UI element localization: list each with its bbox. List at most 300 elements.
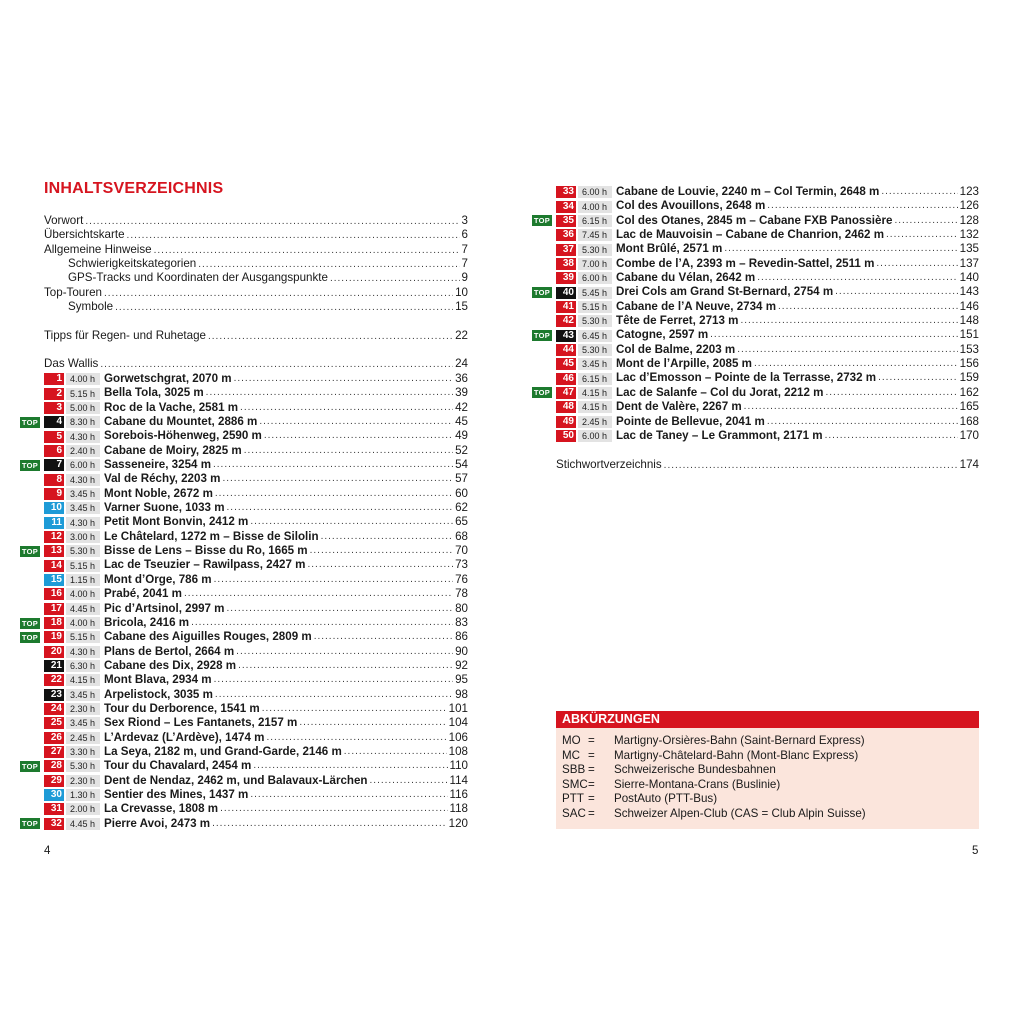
tour-duration: 3.45 h — [578, 358, 612, 370]
tour-name: Cabane de Louvie, 2240 m – Col Termin, 2648 m — [616, 185, 880, 198]
tour-duration: 5.45 h — [578, 287, 612, 299]
leader-dots — [835, 285, 958, 299]
tour-number-badge: 14 — [44, 560, 64, 572]
leader-dots — [212, 817, 447, 831]
tour-entry[interactable] — [20, 415, 468, 429]
top-badge: TOP — [21, 618, 39, 628]
tour-duration: 1.15 h — [66, 574, 100, 586]
tour-name: Lac de Tseuzier – Rawilpass, 2427 m — [104, 558, 306, 572]
tour-name: Mont d’Orge, 786 m — [104, 572, 212, 586]
tour-name: Pierre Avoi, 2473 m — [104, 816, 211, 830]
tour-duration: 5.30 h — [578, 315, 612, 327]
tour-page: 151 — [959, 328, 979, 342]
toc-entry-label: Symbole — [68, 300, 114, 314]
leader-dots — [724, 242, 957, 256]
tour-number-badge: 18 — [44, 617, 64, 629]
tour-number-badge: 39 — [556, 272, 576, 284]
tour-entry[interactable] — [533, 213, 979, 228]
tour-page: 42 — [455, 400, 468, 414]
tour-entry[interactable] — [20, 530, 468, 544]
leader-dots — [127, 229, 460, 243]
toc-entry[interactable] — [44, 300, 468, 314]
abbreviation-text: Martigny-Orsières-Bahn (Saint-Bernard Express) — [614, 734, 865, 747]
tour-name: Lac de Taney – Le Grammont, 2171 m — [616, 428, 823, 442]
toc-entry-page: 7 — [461, 257, 468, 271]
tour-entry[interactable] — [556, 185, 979, 199]
top-badge: TOP — [533, 331, 551, 341]
tour-duration: 6.45 h — [578, 330, 612, 342]
tour-duration: 3.30 h — [66, 746, 100, 758]
tour-entry[interactable] — [20, 673, 468, 687]
abbreviation-equals: = — [588, 734, 595, 747]
tour-number-badge: 10 — [44, 502, 64, 514]
tour-page: 45 — [455, 415, 468, 429]
leader-dots — [767, 199, 957, 213]
tour-page: 135 — [959, 242, 979, 256]
leader-dots — [744, 400, 958, 414]
tour-name: Plans de Bertol, 2664 m — [104, 644, 235, 658]
abbreviation-key: PTT — [562, 792, 584, 806]
tour-page: 137 — [959, 256, 979, 270]
tour-number-badge: 43 — [556, 330, 576, 342]
tour-page: 170 — [959, 428, 979, 442]
abbreviation-row — [562, 807, 866, 821]
tour-page: 132 — [959, 228, 979, 242]
tour-entry[interactable] — [556, 429, 979, 443]
tour-page: 36 — [455, 372, 468, 385]
tour-page: 165 — [959, 400, 979, 414]
tour-number-badge: 34 — [556, 201, 576, 213]
tour-number-badge: 35 — [556, 215, 576, 227]
tour-page: 95 — [455, 673, 468, 687]
leader-dots — [344, 745, 447, 759]
index-entry-label: Stichwortverzeichnis — [556, 458, 662, 471]
index-entry-page: 174 — [959, 458, 979, 471]
tour-duration: 4.00 h — [66, 588, 100, 600]
abbreviation-key: MC — [562, 748, 581, 762]
abbreviation-equals: = — [588, 792, 595, 806]
tour-duration: 4.00 h — [578, 201, 612, 213]
toc-entry[interactable] — [44, 228, 468, 242]
tour-entry[interactable] — [20, 515, 468, 529]
tour-name: Roc de la Vache, 2581 m — [104, 400, 239, 414]
abbreviation-key: SAC — [562, 807, 586, 820]
toc-entry-page: 24 — [455, 357, 468, 371]
tour-number-badge: 32 — [44, 818, 64, 830]
tour-name: Sentier des Mines, 1437 m — [104, 787, 249, 801]
tour-name: Dent de Nendaz, 2462 m, und Balavaux-Lärchen — [104, 773, 368, 787]
leader-dots — [825, 429, 958, 443]
tour-duration: 6.15 h — [578, 215, 612, 227]
leader-dots — [253, 759, 447, 773]
tour-name: Bella Tola, 3025 m — [104, 386, 204, 400]
leader-dots — [664, 459, 958, 473]
tour-duration: 7.45 h — [578, 229, 612, 241]
tour-number-badge: 47 — [556, 387, 576, 399]
tour-name: Col des Avouillons, 2648 m — [616, 199, 766, 213]
tour-entry[interactable] — [556, 314, 979, 328]
top-badge: TOP — [21, 460, 39, 470]
tour-name: Mont Blava, 2934 m — [104, 673, 212, 687]
tour-page: 80 — [455, 601, 468, 615]
toc-entry-label: Das Wallis — [44, 357, 99, 371]
tour-page: 110 — [449, 759, 468, 773]
tour-entry[interactable] — [20, 774, 468, 788]
tour-name: Sasseneire, 3254 m — [104, 458, 211, 472]
tour-entry[interactable] — [556, 343, 979, 357]
leader-dots — [250, 515, 453, 529]
tour-entry[interactable] — [20, 659, 468, 673]
page-number-right: 5 — [972, 845, 979, 857]
tour-duration: 3.45 h — [66, 502, 100, 514]
tour-number-badge: 9 — [44, 488, 64, 500]
tour-name: Cabane des Aiguilles Rouges, 2809 m — [104, 630, 312, 644]
tour-entry[interactable] — [20, 731, 468, 745]
toc-entry[interactable] — [44, 243, 468, 257]
top-badge: TOP — [21, 761, 39, 771]
tour-number-badge: 37 — [556, 244, 576, 256]
leader-dots — [236, 645, 453, 659]
tour-duration: 4.30 h — [66, 431, 100, 443]
tour-duration: 4.15 h — [578, 401, 612, 413]
tour-entry[interactable] — [20, 702, 468, 716]
tour-number-badge: 6 — [44, 445, 64, 457]
tour-entry[interactable] — [556, 271, 979, 285]
tour-name: Catogne, 2597 m — [616, 328, 709, 342]
tour-entry[interactable] — [20, 630, 468, 644]
tour-duration: 4.30 h — [66, 517, 100, 529]
leader-dots — [206, 386, 453, 400]
tour-name: Bricola, 2416 m — [104, 615, 190, 629]
index-entry[interactable] — [556, 458, 979, 472]
tour-name: Lac de Salanfe – Col du Jorat, 2212 m — [616, 385, 824, 399]
tour-number-badge: 22 — [44, 674, 64, 686]
tour-duration: 4.30 h — [66, 646, 100, 658]
tour-list-left — [20, 372, 468, 831]
tour-duration: 7.00 h — [578, 258, 612, 270]
tour-duration: 6.00 h — [578, 186, 612, 198]
tour-name: Pointe de Bellevue, 2041 m — [616, 414, 765, 428]
leader-dots — [370, 774, 448, 788]
tour-duration: 8.30 h — [66, 416, 100, 428]
leader-dots — [299, 716, 446, 730]
tour-entry[interactable] — [556, 257, 979, 271]
tour-entry[interactable] — [20, 573, 468, 587]
leader-dots — [878, 371, 958, 385]
tour-name: Tour du Derborence, 1541 m — [104, 701, 260, 715]
tour-entry[interactable] — [556, 199, 979, 213]
toc-entry[interactable] — [44, 357, 468, 371]
tour-entry[interactable] — [20, 444, 468, 458]
tour-number-badge: 12 — [44, 531, 64, 543]
tour-duration: 4.00 h — [66, 373, 100, 385]
tour-name: Cabane des Dix, 2928 m — [104, 658, 237, 672]
tour-number-badge: 5 — [44, 431, 64, 443]
tour-page: 83 — [455, 615, 468, 629]
tour-entry[interactable] — [20, 544, 468, 558]
leader-dots — [825, 386, 957, 400]
toc-entry-page: 3 — [461, 214, 468, 227]
abbreviation-row — [562, 778, 780, 792]
tour-number-badge: 1 — [44, 373, 64, 385]
tour-entry[interactable] — [20, 487, 468, 501]
tour-entry[interactable] — [556, 228, 979, 242]
tour-page: 146 — [959, 299, 979, 313]
tour-number-badge: 2 — [44, 388, 64, 400]
tour-duration: 3.45 h — [66, 717, 100, 729]
tour-name: Cabane du Vélan, 2642 m — [616, 271, 756, 285]
tour-page: 78 — [455, 587, 468, 601]
tour-duration: 2.00 h — [66, 803, 100, 815]
toc-entry[interactable] — [44, 286, 468, 300]
toc-entry-page: 6 — [461, 228, 468, 242]
tour-duration: 2.30 h — [66, 703, 100, 715]
tour-entry[interactable] — [556, 300, 979, 314]
tour-name: Sex Riond – Les Fantanets, 2157 m — [104, 716, 298, 730]
top-badge: TOP — [533, 288, 551, 298]
tour-entry[interactable] — [20, 688, 468, 702]
tour-page: 123 — [959, 185, 979, 198]
tour-number-badge: 15 — [44, 574, 64, 586]
tour-entry[interactable] — [20, 458, 468, 472]
tour-name: Col de Balme, 2203 m — [616, 342, 736, 356]
tour-page: 108 — [448, 744, 468, 758]
tour-page: 106 — [448, 730, 468, 744]
leader-dots — [154, 244, 460, 258]
tour-entry[interactable] — [20, 472, 468, 486]
tour-duration: 1.30 h — [66, 789, 100, 801]
tour-entry[interactable] — [533, 385, 979, 400]
abbreviation-equals: = — [588, 777, 595, 791]
tour-number-badge: 17 — [44, 603, 64, 615]
toc-entry-page: 22 — [455, 328, 468, 342]
tour-name: Cabane de Moiry, 2825 m — [104, 443, 242, 457]
leader-dots — [214, 673, 453, 687]
tour-page: 168 — [959, 414, 979, 428]
tour-duration: 4.45 h — [66, 603, 100, 615]
leader-dots — [208, 330, 453, 344]
tour-name: Bisse de Lens – Bisse du Ro, 1665 m — [104, 544, 308, 558]
tour-number-badge: 31 — [44, 803, 64, 815]
tour-page: 126 — [959, 199, 979, 213]
tour-number-badge: 33 — [556, 186, 576, 198]
tour-entry[interactable] — [20, 602, 468, 616]
leader-dots — [191, 616, 453, 630]
leader-dots — [314, 630, 453, 644]
tour-number-badge: 42 — [556, 315, 576, 327]
leader-dots — [244, 444, 453, 458]
tour-entry[interactable] — [20, 616, 468, 630]
tour-duration: 6.30 h — [66, 660, 100, 672]
toc-entry-page: 10 — [455, 285, 468, 299]
tour-entry[interactable] — [556, 400, 979, 414]
tour-name: Lac d’Emosson – Pointe de la Terrasse, 2732 m — [616, 371, 877, 385]
tour-entry[interactable] — [20, 429, 468, 443]
tour-duration: 5.15 h — [66, 388, 100, 400]
tour-name: Le Châtelard, 1272 m – Bisse de Silolin — [104, 529, 319, 543]
toc-entry-label: Top-Touren — [44, 285, 103, 299]
tour-number-badge: 23 — [44, 689, 64, 701]
tour-entry[interactable] — [556, 357, 979, 371]
tour-number-badge: 4 — [44, 416, 64, 428]
tour-page: 90 — [455, 644, 468, 658]
tour-number-badge: 40 — [556, 287, 576, 299]
leader-dots — [227, 602, 454, 616]
tour-page: 118 — [449, 802, 468, 816]
tour-entry[interactable] — [20, 372, 468, 386]
tour-name: Combe de l’A, 2393 m – Revedin-Sattel, 2511 m — [616, 256, 875, 270]
tour-page: 54 — [455, 458, 468, 472]
tour-entry[interactable] — [533, 328, 979, 342]
leader-dots — [227, 501, 454, 515]
leader-dots — [104, 287, 453, 301]
tour-entry[interactable] — [533, 285, 979, 299]
tour-page: 52 — [455, 443, 468, 457]
toc-entry-page: 7 — [461, 242, 468, 256]
tour-entry[interactable] — [20, 802, 468, 816]
leader-dots — [881, 185, 957, 199]
top-badge: TOP — [533, 216, 551, 226]
tour-entry[interactable] — [20, 759, 468, 773]
tour-number-badge: 20 — [44, 646, 64, 658]
top-badge: TOP — [21, 819, 39, 829]
leader-dots — [754, 357, 958, 371]
page-number-left: 4 — [44, 845, 51, 857]
tour-duration: 3.45 h — [66, 689, 100, 701]
tour-entry[interactable] — [556, 242, 979, 256]
tour-entry[interactable] — [20, 817, 468, 831]
tour-name: Mont Brûlé, 2571 m — [616, 242, 723, 256]
tour-number-badge: 16 — [44, 588, 64, 600]
tour-number-badge: 26 — [44, 732, 64, 744]
tour-number-badge: 50 — [556, 430, 576, 442]
tour-page: 120 — [448, 816, 468, 830]
tour-page: 148 — [959, 314, 979, 328]
tour-duration: 5.30 h — [578, 344, 612, 356]
abbreviations-heading: ABKÜRZUNGEN — [556, 711, 979, 728]
leader-dots — [220, 802, 447, 816]
tour-number-badge: 7 — [44, 459, 64, 471]
tour-name: Mont de l’Arpille, 2085 m — [616, 357, 752, 371]
leader-dots — [737, 343, 957, 357]
tour-number-badge: 49 — [556, 416, 576, 428]
tour-entry[interactable] — [20, 501, 468, 515]
tour-duration: 6.00 h — [578, 430, 612, 442]
tour-number-badge: 19 — [44, 631, 64, 643]
abbreviation-row — [562, 749, 858, 763]
tour-page: 49 — [455, 429, 468, 443]
tour-duration: 5.15 h — [66, 560, 100, 572]
tour-entry[interactable] — [20, 386, 468, 400]
tour-page: 101 — [448, 701, 468, 715]
spacer — [44, 314, 468, 328]
leader-dots — [259, 415, 453, 429]
tour-page: 153 — [959, 342, 979, 356]
abbreviation-key: SMC — [562, 777, 588, 791]
tour-name: Tour du Chavalard, 2454 m — [104, 759, 252, 773]
tour-entry[interactable] — [20, 716, 468, 730]
tour-page: 76 — [455, 572, 468, 586]
leader-dots — [215, 688, 453, 702]
tour-number-badge: 29 — [44, 775, 64, 787]
tour-number-badge: 46 — [556, 373, 576, 385]
tour-number-badge: 30 — [44, 789, 64, 801]
abbreviation-text: PostAuto (PTT-Bus) — [614, 792, 718, 806]
tour-page: 116 — [449, 787, 468, 801]
tour-duration: 4.30 h — [66, 474, 100, 486]
tour-entry[interactable] — [556, 415, 979, 429]
tour-duration: 3.45 h — [66, 488, 100, 500]
leader-dots — [234, 372, 454, 386]
tour-duration: 5.30 h — [578, 244, 612, 256]
tour-name: Mont Noble, 2672 m — [104, 486, 213, 500]
leader-dots — [266, 731, 446, 745]
abbreviation-row — [562, 792, 717, 806]
tour-page: 92 — [455, 658, 468, 672]
tour-duration: 4.15 h — [66, 674, 100, 686]
tour-entry[interactable] — [20, 401, 468, 415]
toc-title: INHALTSVERZEICHNIS — [44, 180, 224, 197]
leader-dots — [115, 301, 453, 315]
abbreviation-equals: = — [588, 748, 595, 762]
tour-number-badge: 48 — [556, 401, 576, 413]
tour-duration: 6.15 h — [578, 373, 612, 385]
leader-dots — [238, 659, 453, 673]
tour-duration: 5.30 h — [66, 760, 100, 772]
tour-page: 73 — [455, 558, 468, 572]
toc-entry[interactable] — [44, 257, 468, 271]
abbreviation-text: Schweizer Alpen-Club (CAS = Club Alpin Suisse) — [614, 807, 866, 820]
tour-entry[interactable] — [20, 558, 468, 572]
spacer — [44, 343, 468, 357]
leader-dots — [100, 358, 453, 372]
tour-duration: 3.00 h — [66, 531, 100, 543]
tour-entry[interactable] — [20, 788, 468, 802]
toc-entry-label: Vorwort — [44, 214, 84, 227]
leader-dots — [250, 788, 447, 802]
leader-dots — [310, 544, 453, 558]
toc-entry[interactable] — [44, 329, 468, 343]
tour-page: 98 — [455, 687, 468, 701]
abbreviation-text: Schweizerische Bundesbahnen — [614, 763, 776, 777]
tour-page: 143 — [959, 285, 979, 299]
leader-dots — [894, 214, 957, 228]
toc-entry[interactable] — [44, 271, 468, 285]
tour-entry[interactable] — [20, 587, 468, 601]
tour-page: 159 — [959, 371, 979, 385]
leader-dots — [240, 401, 453, 415]
tour-name: L’Ardevaz (L’Ardève), 1474 m — [104, 730, 265, 744]
tour-number-badge: 41 — [556, 301, 576, 313]
tour-duration: 2.45 h — [578, 416, 612, 428]
leader-dots — [321, 530, 454, 544]
tour-name: Pic d’Artsinol, 2997 m — [104, 601, 225, 615]
tour-page: 70 — [455, 544, 468, 558]
tour-name: Sorebois-Höhenweg, 2590 m — [104, 429, 262, 443]
leader-dots — [740, 314, 957, 328]
tour-number-badge: 24 — [44, 703, 64, 715]
tour-name: Gorwetschgrat, 2070 m — [104, 372, 232, 385]
tour-number-badge: 11 — [44, 517, 64, 529]
tour-page: 86 — [455, 630, 468, 644]
tour-entry[interactable] — [556, 371, 979, 385]
tour-name: Cabane du Mountet, 2886 m — [104, 415, 258, 429]
tour-number-badge: 13 — [44, 545, 64, 557]
abbreviation-equals: = — [588, 763, 595, 777]
tour-entry[interactable] — [20, 645, 468, 659]
tour-entry[interactable] — [20, 745, 468, 759]
toc-entry[interactable] — [44, 214, 468, 228]
